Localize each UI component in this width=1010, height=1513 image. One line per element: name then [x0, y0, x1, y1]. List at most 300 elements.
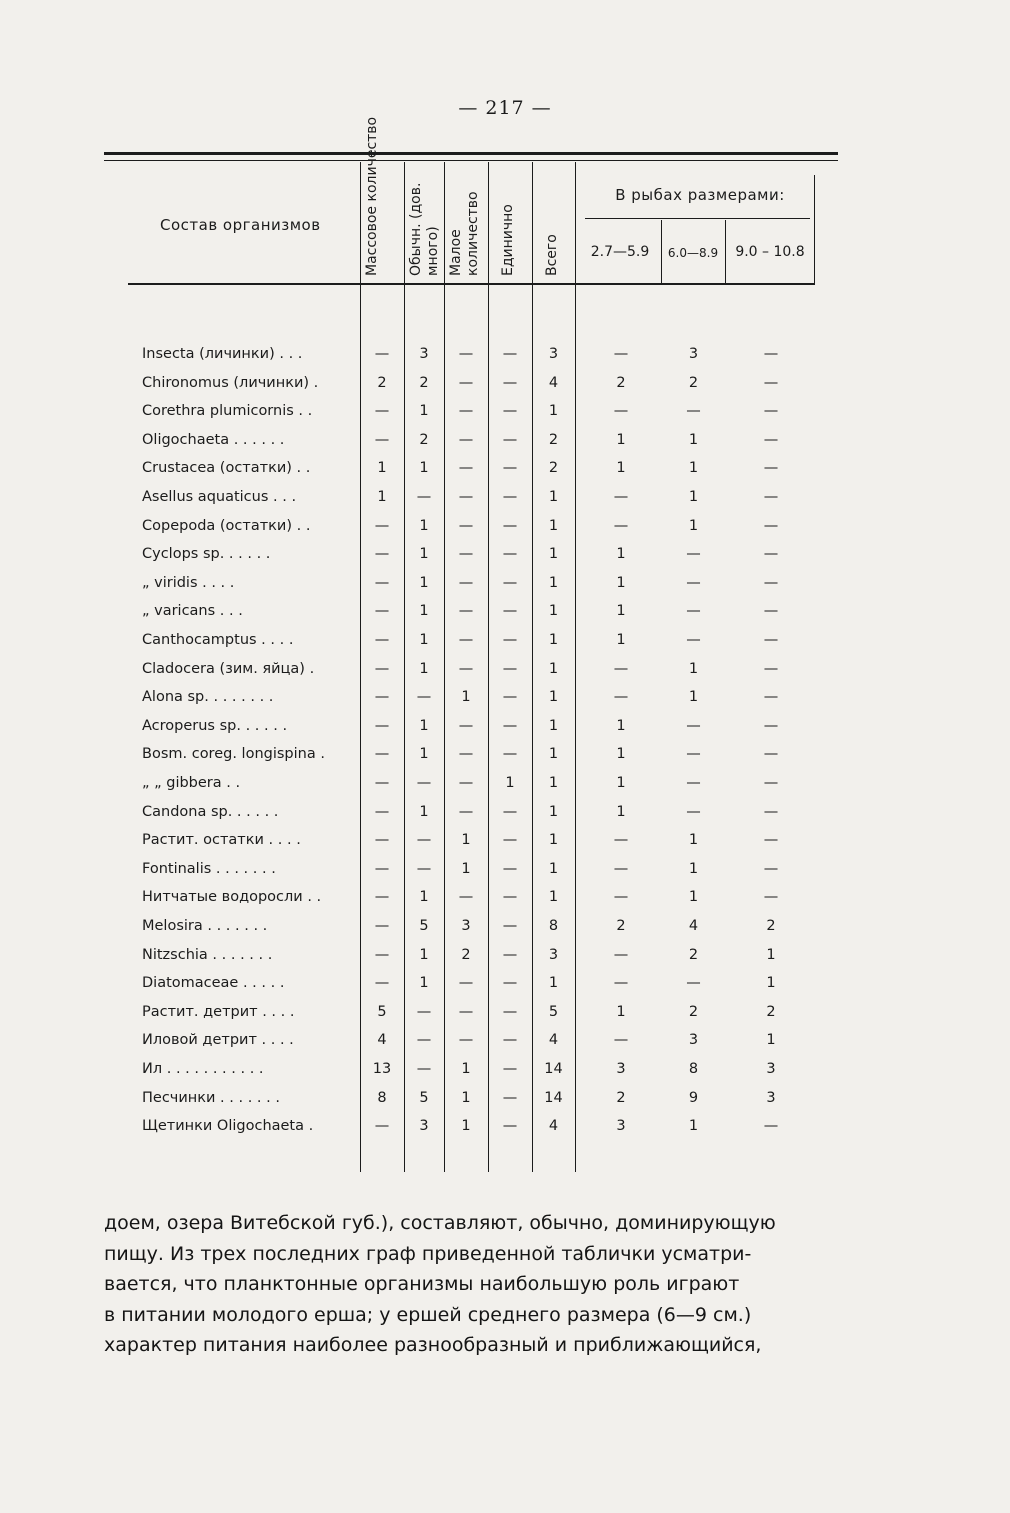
- table-cell: 1: [548, 975, 559, 992]
- table-cell: —: [458, 1003, 474, 1020]
- table-row: [0, 1084, 1010, 1113]
- table-cell: —: [502, 346, 518, 362]
- table-cell: —: [374, 860, 390, 877]
- table-cell: 1: [688, 832, 699, 849]
- table-cell: —: [416, 1061, 432, 1077]
- table-cell: 3: [461, 918, 471, 934]
- table-cell: 1: [419, 574, 429, 591]
- organism-name: Copepoda (остатки) . .: [142, 517, 311, 534]
- table-row: [0, 969, 1010, 998]
- table-row: [0, 769, 1010, 798]
- table-cell: 1: [766, 946, 776, 963]
- table-cell: —: [686, 717, 701, 734]
- table-cell: 3: [616, 1118, 626, 1135]
- table-cell: 2: [548, 431, 559, 448]
- table-cell: —: [763, 403, 779, 420]
- table-cell: —: [458, 460, 474, 477]
- organism-name: Bosm. coreg. longispina .: [142, 746, 325, 763]
- table-cell: 1: [616, 632, 626, 648]
- top-rule: [104, 152, 838, 155]
- table-row: [0, 569, 1010, 598]
- table-cell: 1: [461, 689, 471, 706]
- table-cell: 1: [419, 632, 429, 648]
- table-cell: —: [763, 746, 779, 763]
- table-row: [0, 655, 1010, 684]
- table-cell: —: [458, 431, 474, 448]
- size-header-small: 2.7—5.9: [590, 244, 650, 260]
- organism-name: Нитчатые водоросли . .: [142, 889, 322, 906]
- table-cell: —: [686, 975, 701, 992]
- table-cell: —: [502, 689, 518, 706]
- table-cell: —: [502, 746, 518, 763]
- table-cell: 1: [616, 803, 626, 820]
- table-cell: —: [458, 403, 474, 420]
- table-cell: 2: [419, 374, 429, 391]
- table-cell: —: [763, 632, 779, 648]
- table-cell: 2: [377, 374, 387, 391]
- organism-name: „ „ gibbera . .: [142, 775, 241, 791]
- table-cell: —: [502, 403, 518, 420]
- table-cell: —: [613, 832, 629, 849]
- table-cell: —: [686, 803, 701, 820]
- table-cell: —: [458, 517, 474, 534]
- table-cell: 1: [766, 1032, 776, 1049]
- table-cell: 1: [461, 860, 471, 877]
- table-cell: 1: [548, 489, 559, 505]
- table-cell: 1: [548, 517, 559, 534]
- table-cell: 1: [548, 860, 559, 877]
- table-cell: —: [502, 1032, 518, 1049]
- table-cell: 1: [688, 517, 699, 534]
- table-cell: —: [416, 860, 432, 877]
- table-cell: 1: [688, 489, 699, 505]
- table-cell: —: [374, 689, 390, 706]
- top-rule-thin: [104, 160, 838, 161]
- table-cell: —: [458, 889, 474, 906]
- table-cell: —: [458, 546, 474, 563]
- organism-name: Cyclops sp. . . . . .: [142, 546, 271, 563]
- table-cell: 2: [688, 1003, 699, 1020]
- table-row: [0, 540, 1010, 569]
- table-cell: 1: [461, 832, 471, 849]
- table-cell: 1: [505, 775, 515, 791]
- table-cell: —: [686, 574, 701, 591]
- table-row: [0, 1112, 1010, 1141]
- table-cell: —: [686, 632, 701, 648]
- table-cell: —: [502, 374, 518, 391]
- paragraph-line: в питании молодого ерша; у ершей среднего размера (6—9 см.): [104, 1303, 752, 1326]
- table-cell: 1: [548, 546, 559, 563]
- table-row: [0, 426, 1010, 455]
- table-cell: —: [458, 717, 474, 734]
- paragraph-line: вается, что планктонные организмы наибольшую роль играют: [104, 1273, 740, 1295]
- table-cell: —: [763, 574, 779, 591]
- table-row: [0, 683, 1010, 712]
- table-cell: —: [374, 717, 390, 734]
- table-cell: —: [613, 660, 629, 677]
- table-cell: 1: [419, 803, 429, 820]
- table-cell: —: [502, 460, 518, 477]
- table-cell: —: [374, 603, 390, 620]
- table-cell: —: [416, 689, 432, 706]
- name-column-header: Состав организмов: [160, 216, 321, 234]
- table-cell: 3: [766, 1089, 776, 1106]
- table-row: [0, 512, 1010, 541]
- table-cell: —: [613, 489, 629, 505]
- table-cell: 1: [419, 946, 429, 963]
- table-cell: 1: [688, 660, 699, 677]
- table-cell: 1: [616, 746, 626, 763]
- table-cell: —: [686, 603, 701, 620]
- organism-name: Candona sp. . . . . .: [142, 803, 279, 820]
- table-cell: 1: [377, 460, 387, 477]
- table-cell: —: [613, 889, 629, 906]
- table-row: [0, 1055, 1010, 1084]
- table-cell: —: [502, 489, 518, 505]
- table-cell: —: [763, 374, 779, 391]
- table-cell: 14: [544, 1061, 563, 1077]
- table-cell: 4: [377, 1032, 387, 1049]
- table-cell: 1: [419, 975, 429, 992]
- table-cell: 1: [688, 889, 699, 906]
- table-cell: —: [458, 489, 474, 505]
- table-cell: —: [458, 975, 474, 992]
- table-cell: 1: [548, 803, 559, 820]
- table-cell: —: [502, 517, 518, 534]
- table-cell: —: [502, 431, 518, 448]
- table-cell: 1: [688, 1118, 699, 1135]
- col-header-total: Всего: [544, 234, 560, 276]
- table-cell: —: [763, 431, 779, 448]
- table-row: [0, 740, 1010, 769]
- table-cell: —: [686, 546, 701, 563]
- table-cell: —: [613, 1032, 629, 1049]
- table-cell: 4: [688, 918, 699, 934]
- table-cell: 2: [461, 946, 471, 963]
- table-cell: 1: [616, 1003, 626, 1020]
- table-cell: —: [502, 918, 518, 934]
- table-cell: 8: [688, 1061, 699, 1077]
- table-cell: 3: [688, 346, 699, 362]
- table-cell: 1: [377, 489, 387, 505]
- table-cell: —: [416, 775, 432, 791]
- col-header-mass: Массовое количество: [364, 116, 380, 276]
- table-cell: 1: [548, 632, 559, 648]
- table-cell: —: [502, 889, 518, 906]
- table-cell: 2: [766, 1003, 776, 1020]
- table-cell: —: [502, 1003, 518, 1020]
- table-cell: 1: [688, 431, 699, 448]
- table-cell: —: [416, 1032, 432, 1049]
- table-cell: —: [502, 546, 518, 563]
- table-cell: —: [416, 1003, 432, 1020]
- col-header-common: Обычн. (дов. много): [408, 182, 441, 276]
- table-cell: —: [502, 1118, 518, 1135]
- table-cell: —: [374, 918, 390, 934]
- table-cell: 5: [548, 1003, 559, 1020]
- table-cell: 5: [377, 1003, 387, 1020]
- table-row: [0, 483, 1010, 512]
- table-cell: —: [458, 632, 474, 648]
- table-cell: 1: [548, 889, 559, 906]
- table-cell: —: [374, 775, 390, 791]
- table-cell: —: [374, 574, 390, 591]
- table-cell: —: [502, 946, 518, 963]
- table-cell: 1: [419, 889, 429, 906]
- table-row: [0, 912, 1010, 941]
- table-row: [0, 883, 1010, 912]
- table-cell: 3: [419, 346, 429, 362]
- table-row: [0, 855, 1010, 884]
- table-cell: —: [374, 546, 390, 563]
- table-cell: 1: [461, 1061, 471, 1077]
- size-header-large: 9.0 – 10.8: [735, 244, 805, 260]
- table-cell: 1: [419, 603, 429, 620]
- table-cell: 1: [548, 832, 559, 849]
- organism-name: Иловой детрит . . . .: [142, 1032, 294, 1049]
- table-cell: —: [686, 746, 701, 763]
- table-cell: —: [613, 403, 629, 420]
- table-cell: 1: [688, 689, 699, 706]
- table-cell: 1: [419, 746, 429, 763]
- table-row: [0, 1026, 1010, 1055]
- table-cell: 14: [544, 1089, 563, 1106]
- table-cell: —: [763, 860, 779, 877]
- body-paragraph: [104, 1208, 838, 1361]
- table-cell: —: [458, 746, 474, 763]
- table-cell: 1: [419, 460, 429, 477]
- table-cell: —: [374, 803, 390, 820]
- organism-name: „ viridis . . . .: [142, 574, 235, 591]
- table-cell: 1: [616, 431, 626, 448]
- table-cell: 3: [616, 1061, 626, 1077]
- table-cell: 2: [616, 374, 626, 391]
- table-cell: 1: [548, 689, 559, 706]
- table-cell: 1: [616, 717, 626, 734]
- organism-name: Diatomaceae . . . . .: [142, 975, 285, 992]
- table-cell: —: [502, 1089, 518, 1106]
- organism-name: „ varicans . . .: [142, 603, 243, 620]
- table-cell: —: [502, 803, 518, 820]
- col-header-few: Малое количество: [448, 191, 481, 276]
- table-cell: —: [374, 660, 390, 677]
- organism-name: Nitzschia . . . . . . .: [142, 946, 273, 963]
- table-cell: —: [502, 860, 518, 877]
- group-divider: [585, 218, 810, 219]
- table-cell: —: [502, 975, 518, 992]
- organism-name: Insecta (личинки) . . .: [142, 346, 303, 362]
- organism-name: Щетинки Oligochaeta .: [142, 1118, 314, 1135]
- table-cell: —: [374, 346, 390, 362]
- table-cell: 1: [548, 403, 559, 420]
- table-row: [0, 941, 1010, 970]
- table-cell: —: [502, 632, 518, 648]
- organism-name: Oligochaeta . . . . . .: [142, 431, 285, 448]
- table-cell: —: [374, 517, 390, 534]
- table-cell: 8: [377, 1089, 387, 1106]
- col-divider: [725, 220, 726, 284]
- table-cell: 2: [419, 431, 429, 448]
- table-cell: —: [374, 1118, 390, 1135]
- table-cell: —: [763, 517, 779, 534]
- table-cell: 1: [548, 717, 559, 734]
- table-cell: —: [763, 889, 779, 906]
- table-cell: 1: [419, 517, 429, 534]
- table-cell: —: [613, 975, 629, 992]
- size-header-medium: 6.0—8.9: [667, 246, 719, 260]
- table-row: [0, 397, 1010, 426]
- organism-name: Acroperus sp. . . . . .: [142, 717, 288, 734]
- table-cell: —: [458, 775, 474, 791]
- table-cell: 3: [766, 1061, 776, 1077]
- table-cell: 3: [688, 1032, 699, 1049]
- table-cell: 1: [616, 460, 626, 477]
- table-cell: —: [416, 489, 432, 505]
- table-cell: 1: [548, 746, 559, 763]
- table-cell: 1: [419, 660, 429, 677]
- table-cell: 1: [688, 460, 699, 477]
- table-cell: —: [613, 517, 629, 534]
- table-cell: —: [613, 860, 629, 877]
- paragraph-line: пищу. Из трех последних граф приведенной таблички усматри-: [104, 1242, 752, 1265]
- organism-name: Fontinalis . . . . . . .: [142, 860, 276, 877]
- organism-name: Песчинки . . . . . . .: [142, 1089, 280, 1106]
- organism-name: Canthocamptus . . . .: [142, 632, 294, 648]
- table-cell: —: [613, 689, 629, 706]
- organism-name: Cladocera (зим. яйца) .: [142, 660, 315, 677]
- table-cell: 3: [548, 946, 559, 963]
- table-row: [0, 454, 1010, 483]
- table-cell: 3: [548, 346, 559, 362]
- table-row: [0, 826, 1010, 855]
- table-cell: —: [763, 603, 779, 620]
- table-cell: 13: [372, 1061, 392, 1077]
- table-cell: 1: [461, 1089, 471, 1106]
- table-cell: —: [374, 431, 390, 448]
- table-cell: 4: [548, 1032, 559, 1049]
- table-cell: 1: [419, 717, 429, 734]
- table-cell: —: [374, 746, 390, 763]
- header-bottom-rule: [128, 283, 814, 285]
- table-cell: —: [374, 889, 390, 906]
- table-cell: 2: [548, 460, 559, 477]
- table-cell: —: [763, 689, 779, 706]
- organism-name: Asellus aquaticus . . .: [142, 489, 297, 505]
- table-cell: 1: [766, 975, 776, 992]
- table-cell: 1: [688, 860, 699, 877]
- table-row: [0, 369, 1010, 398]
- table-row: [0, 597, 1010, 626]
- table-cell: —: [763, 546, 779, 563]
- table-cell: —: [374, 632, 390, 648]
- table-cell: —: [763, 460, 779, 477]
- table-cell: 1: [616, 574, 626, 591]
- table-cell: 1: [419, 403, 429, 420]
- table-cell: —: [458, 660, 474, 677]
- table-row: [0, 626, 1010, 655]
- table-cell: —: [502, 717, 518, 734]
- table-cell: —: [374, 946, 390, 963]
- table-cell: 2: [616, 918, 626, 934]
- table-cell: —: [458, 803, 474, 820]
- size-group-title: В рыбах размерами:: [615, 186, 785, 204]
- table-row: [0, 340, 1010, 369]
- organism-name: Растит. остатки . . . .: [142, 832, 301, 849]
- table-cell: —: [686, 403, 701, 420]
- paragraph-line: характер питания наиболее разнообразный и приближающийся,: [104, 1334, 762, 1356]
- table-cell: 1: [616, 546, 626, 563]
- table-cell: —: [763, 832, 779, 849]
- table-cell: 8: [548, 918, 559, 934]
- table-cell: —: [458, 574, 474, 591]
- table-cell: —: [763, 803, 779, 820]
- table-cell: 2: [688, 946, 699, 963]
- table-cell: 2: [688, 374, 699, 391]
- table-cell: —: [763, 346, 779, 362]
- page-number: — 217 —: [458, 97, 552, 119]
- table-cell: —: [416, 832, 432, 849]
- table-cell: 2: [766, 918, 776, 934]
- table-cell: 1: [616, 775, 626, 791]
- table-cell: —: [763, 489, 779, 505]
- table-cell: 4: [548, 1118, 559, 1135]
- table-cell: 1: [548, 775, 559, 791]
- table-cell: —: [502, 832, 518, 849]
- table-cell: 1: [548, 603, 559, 620]
- table-cell: 1: [548, 574, 559, 591]
- table-cell: 1: [461, 1118, 471, 1135]
- organism-name: Chironomus (личинки) .: [142, 374, 319, 391]
- table-row: [0, 712, 1010, 741]
- table-cell: 4: [548, 374, 559, 391]
- organism-name: Растит. детрит . . . .: [142, 1003, 295, 1020]
- table-cell: —: [458, 1032, 474, 1049]
- table-cell: —: [458, 374, 474, 391]
- table-cell: —: [502, 660, 518, 677]
- organism-name: Crustacea (остатки) . .: [142, 460, 311, 477]
- organism-name: Alona sp. . . . . . . .: [142, 689, 274, 706]
- organism-name: Ил . . . . . . . . . . .: [142, 1061, 264, 1077]
- table-cell: —: [763, 660, 779, 677]
- table-cell: 3: [419, 1118, 429, 1135]
- table-row: [0, 998, 1010, 1027]
- col-header-single: Единично: [500, 204, 516, 276]
- table-cell: —: [613, 946, 629, 963]
- table-cell: 1: [616, 603, 626, 620]
- table-cell: —: [374, 975, 390, 992]
- organism-name: Melosira . . . . . . .: [142, 918, 268, 934]
- paragraph-line: доем, озера Витебской губ.), составляют, обычно, доминирующую: [104, 1212, 776, 1234]
- table-cell: —: [502, 603, 518, 620]
- table-cell: —: [686, 775, 701, 791]
- table-row: [0, 798, 1010, 827]
- table-cell: 5: [419, 1089, 429, 1106]
- table-cell: —: [763, 775, 779, 791]
- table-cell: 1: [419, 546, 429, 563]
- table-cell: 2: [616, 1089, 626, 1106]
- table-cell: —: [613, 346, 629, 362]
- table-cell: —: [763, 717, 779, 734]
- table-cell: —: [458, 346, 474, 362]
- table-cell: —: [763, 1118, 779, 1135]
- table-cell: 5: [419, 918, 429, 934]
- table-cell: —: [502, 574, 518, 591]
- table-cell: —: [502, 1061, 518, 1077]
- table-cell: 1: [548, 660, 559, 677]
- table-cell: 9: [688, 1089, 699, 1106]
- table-cell: —: [374, 832, 390, 849]
- table-cell: —: [458, 603, 474, 620]
